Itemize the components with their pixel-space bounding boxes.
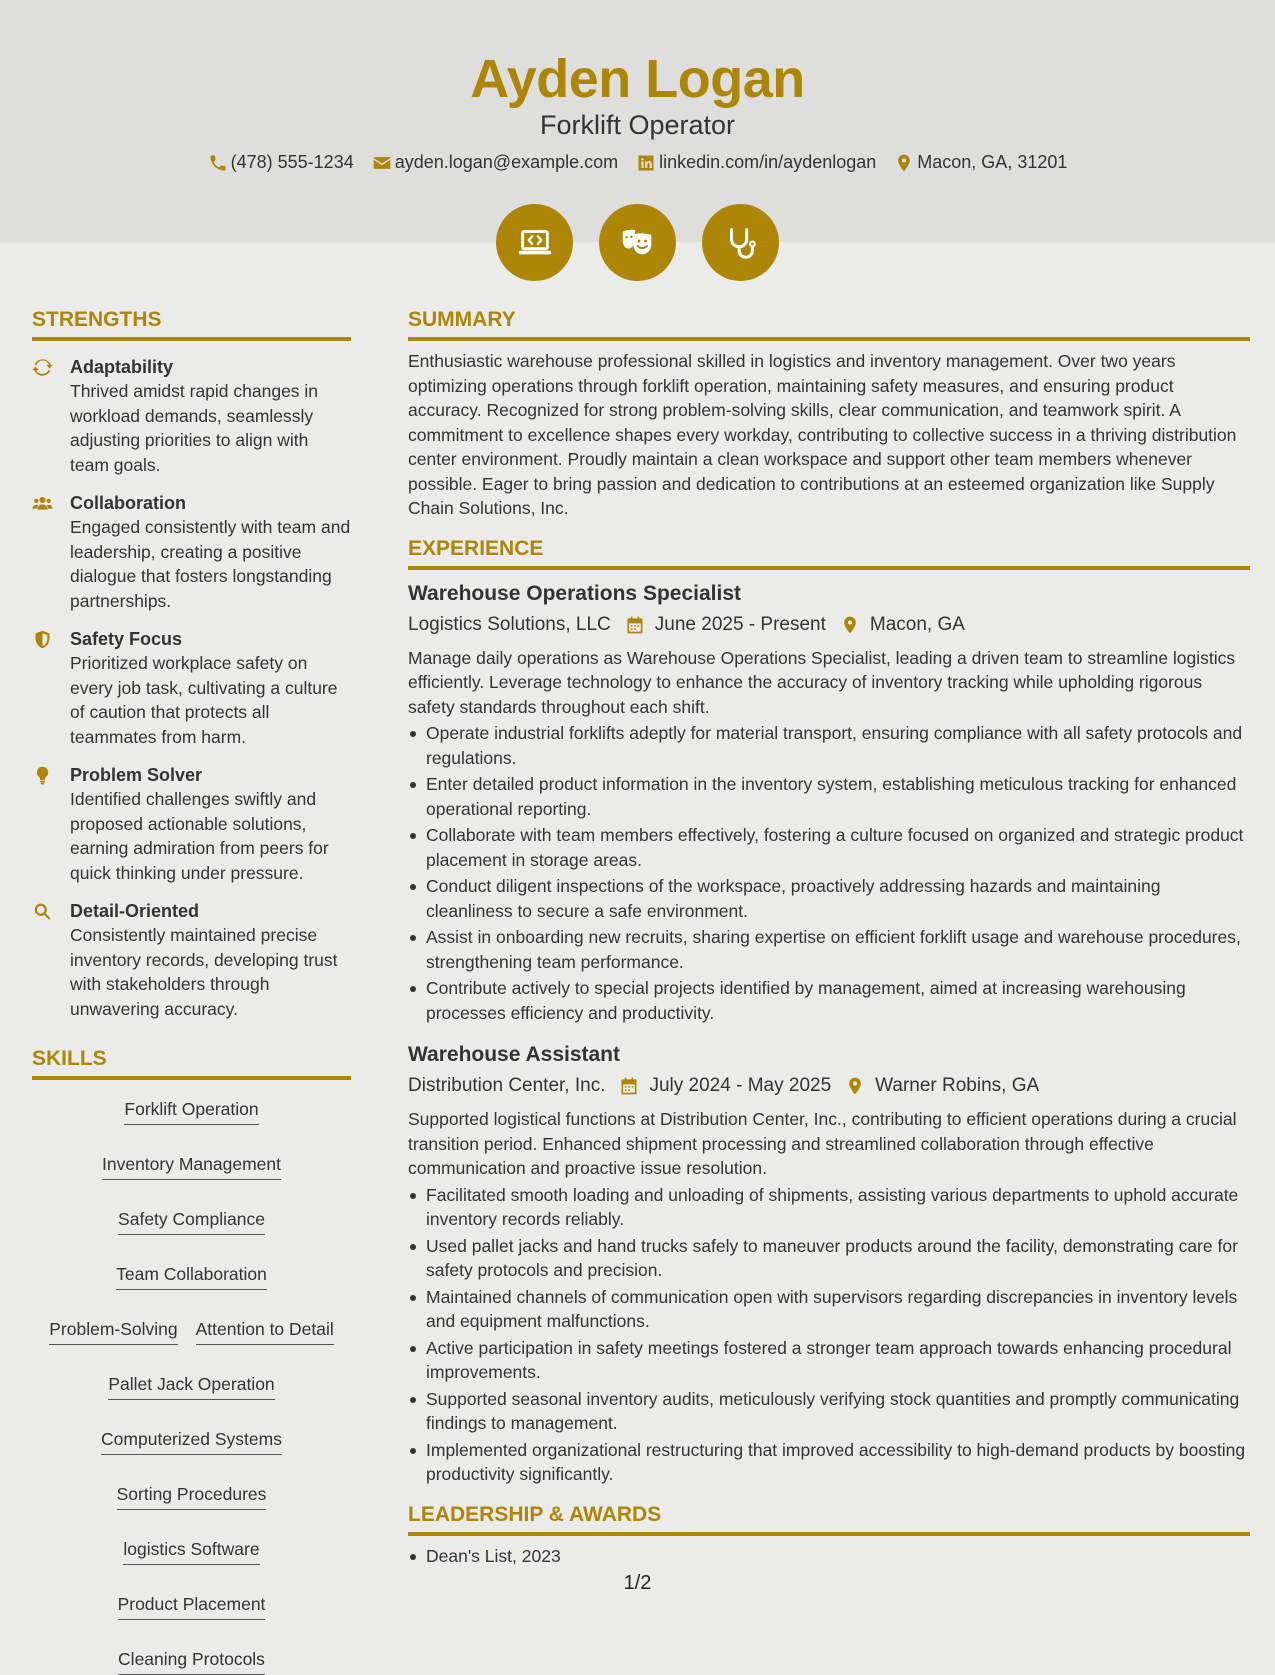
bullet-item: Collaborate with team members effectively, fostering a culture focused on organized and strategic product placement in storage areas. (408, 823, 1250, 872)
strength-desc: Engaged consistently with team and leadership, creating a positive dialogue that fosters longstanding partnerships. (70, 517, 351, 611)
badge-laptop-code (496, 204, 573, 281)
strength-desc: Thrived amidst rapid changes in workload demands, seamlessly adjusting priorities to align with team goals. (70, 381, 319, 475)
award-item: Dean's List, 2023 (408, 1544, 1250, 1569)
job-bullets (408, 721, 1250, 1025)
skill-tag: Attention to Detail (196, 1318, 334, 1345)
skill-tag: Forklift Operation (124, 1098, 258, 1125)
calendar-icon (625, 615, 645, 635)
bullet-item: Assist in onboarding new recruits, sharing expertise on efficient forklift usage and warehouse procedures, strengthening team performance. (408, 925, 1250, 974)
strength-item (32, 763, 351, 885)
bullet-item: Maintained channels of communication open with supervisors regarding discrepancies in inventory levels and equipment malfunctions. (408, 1285, 1250, 1334)
users-icon (32, 493, 53, 514)
skill-tag: Inventory Management (102, 1153, 281, 1180)
strength-title: Collaboration (70, 493, 186, 513)
job-description: Manage daily operations as Warehouse Operations Specialist, leading a driven team to streamline logistics efficiently. Leverage technology to enhance the accuracy of inventory tracking while upholding rigorous safety standards throughout each shift. (408, 647, 1236, 717)
laptop-code-icon (516, 224, 554, 262)
skill-tag: Computerized Systems (101, 1428, 282, 1455)
job-meta (408, 612, 1250, 638)
skill-tag: Team Collaboration (116, 1263, 267, 1290)
job-dates: June 2025 - Present (654, 613, 826, 635)
job-company: Logistics Solutions, LLC (408, 613, 611, 635)
sync-icon (32, 357, 53, 378)
awards-heading: LEADERSHIP & AWARDS (408, 1503, 1250, 1536)
experience-section (408, 537, 1250, 1487)
lightbulb-icon (32, 765, 53, 786)
contact-phone[interactable] (208, 152, 354, 173)
strength-item (32, 491, 351, 613)
bullet-item: Implemented organizational restructuring that improved accessibility to high-demand products by boosting productivity significantly. (408, 1438, 1250, 1487)
skill-tag: logistics Software (123, 1538, 259, 1565)
strength-title: Safety Focus (70, 629, 183, 649)
badge-stethoscope (702, 204, 779, 281)
stethoscope-icon (722, 224, 760, 262)
calendar-icon (619, 1076, 639, 1096)
skill-tag: Cleaning Protocols (118, 1648, 265, 1675)
map-pin-icon (894, 153, 914, 173)
bullet-item: Operate industrial forklifts adeptly for material transport, ensuring compliance with all safety protocols and regulations. (408, 721, 1250, 770)
summary-text: Enthusiastic warehouse professional skilled in logistics and inventory management. Over two years optimizing operations through forklift operation, maintaining safety measures, and ensuring product accuracy. Recognized for strong problem-solving skills, clear communication, and teamwork spirit. A commitment to excellence shapes every workday, contributing to collective success in a thriving distribution center environment. Proudly maintain a clean workspace and support other team members whenever possible. Eager to bring passion and dedication to contributions at an esteemed organization like Supply Chain Solutions, Inc. (408, 351, 1237, 518)
skills-heading: SKILLS (32, 1047, 351, 1080)
job-bullets (408, 1183, 1250, 1487)
job-location: Warner Robins, GA (875, 1075, 1040, 1096)
strength-desc: Consistently maintained precise inventory records, developing trust with stakeholders through unwavering accuracy. (70, 925, 338, 1019)
skill-tag: Product Placement (118, 1593, 266, 1620)
contact-phone-text: (478) 555-1234 (230, 152, 354, 172)
strength-item (32, 627, 351, 749)
map-pin-icon (840, 615, 860, 635)
skill-tag: Problem-Solving (49, 1318, 177, 1345)
linkedin-icon (636, 153, 656, 173)
envelope-icon (372, 153, 392, 173)
right-column (408, 308, 1250, 1568)
bullet-item: Active participation in safety meetings fostered a stronger team approach towards enhancing procedural improvements. (408, 1336, 1250, 1385)
strength-item (32, 355, 351, 477)
candidate-title: Forklift Operator (539, 110, 736, 140)
left-column (32, 308, 351, 1675)
strength-desc: Prioritized workplace safety on every job task, cultivating a culture of caution that protects all teammates from harm. (70, 653, 338, 747)
strengths-heading: STRENGTHS (32, 308, 351, 341)
skill-tag: Sorting Procedures (117, 1483, 267, 1510)
bullet-item: Supported seasonal inventory audits, meticulously verifying stock quantities and promptly communicating findings to management. (408, 1387, 1250, 1436)
job-location: Macon, GA (869, 613, 965, 635)
contact-email[interactable] (372, 152, 618, 173)
job-role: Warehouse Assistant (408, 1043, 620, 1066)
bullet-item: Used pallet jacks and hand trucks safely to maneuver products around the facility, demonstrating care for safety protocols and precision. (408, 1234, 1250, 1283)
skill-tag: Pallet Jack Operation (108, 1373, 274, 1400)
bullet-item: Enter detailed product information in the inventory system, establishing meticulous tracking for enhanced operational reporting. (408, 772, 1250, 821)
phone-icon (208, 153, 228, 173)
bullet-item: Facilitated smooth loading and unloading of shipments, assisting various departments to uphold accurate inventory records reliably. (408, 1183, 1250, 1232)
awards-list (408, 1544, 1250, 1569)
job-entry (408, 580, 1250, 1026)
shield-icon (32, 629, 53, 650)
bullet-item: Conduct diligent inspections of the workspace, proactively addressing hazards and maintaining cleanliness to secure a safe environment. (408, 874, 1250, 923)
experience-heading: EXPERIENCE (408, 537, 1250, 570)
candidate-name: Ayden Logan (470, 49, 805, 109)
job-description: Supported logistical functions at Distribution Center, Inc., contributing to efficient operations during a crucial transition period. Enhanced shipment processing and streamlined collaboration through effective communication and proactive issue resolution. (408, 1109, 1237, 1178)
search-icon (32, 901, 53, 922)
job-role: Warehouse Operations Specialist (408, 581, 741, 605)
job-dates: July 2024 - May 2025 (649, 1075, 832, 1096)
job-entry (408, 1041, 1250, 1487)
theater-masks-icon (619, 224, 657, 262)
strength-title: Problem Solver (70, 765, 203, 785)
strength-item (32, 899, 351, 1021)
page-number: 1/2 (623, 1572, 652, 1594)
contact-linkedin-text: linkedin.com/in/aydenlogan (659, 152, 877, 172)
summary-heading: SUMMARY (408, 308, 1250, 341)
awards-section (408, 1503, 1250, 1569)
contact-location (894, 152, 1067, 173)
contact-location-text: Macon, GA, 31201 (917, 152, 1068, 172)
interest-badges (0, 204, 1275, 281)
contact-linkedin[interactable] (636, 152, 876, 173)
strength-desc: Identified challenges swiftly and proposed actionable solutions, earning admiration from peers for quick thinking under pressure. (70, 789, 329, 883)
contact-bar (0, 152, 1275, 173)
job-company: Distribution Center, Inc. (408, 1075, 606, 1096)
skill-tag: Safety Compliance (118, 1208, 265, 1235)
strength-title: Adaptability (70, 357, 174, 377)
map-pin-icon (845, 1076, 865, 1096)
job-meta (408, 1073, 1250, 1099)
contact-email-text: ayden.logan@example.com (394, 152, 619, 172)
strength-title: Detail-Oriented (70, 901, 200, 921)
bullet-item: Contribute actively to special projects identified by management, aimed at increasing warehousing processes efficiency and productivity. (408, 976, 1250, 1025)
badge-theater-masks (599, 204, 676, 281)
